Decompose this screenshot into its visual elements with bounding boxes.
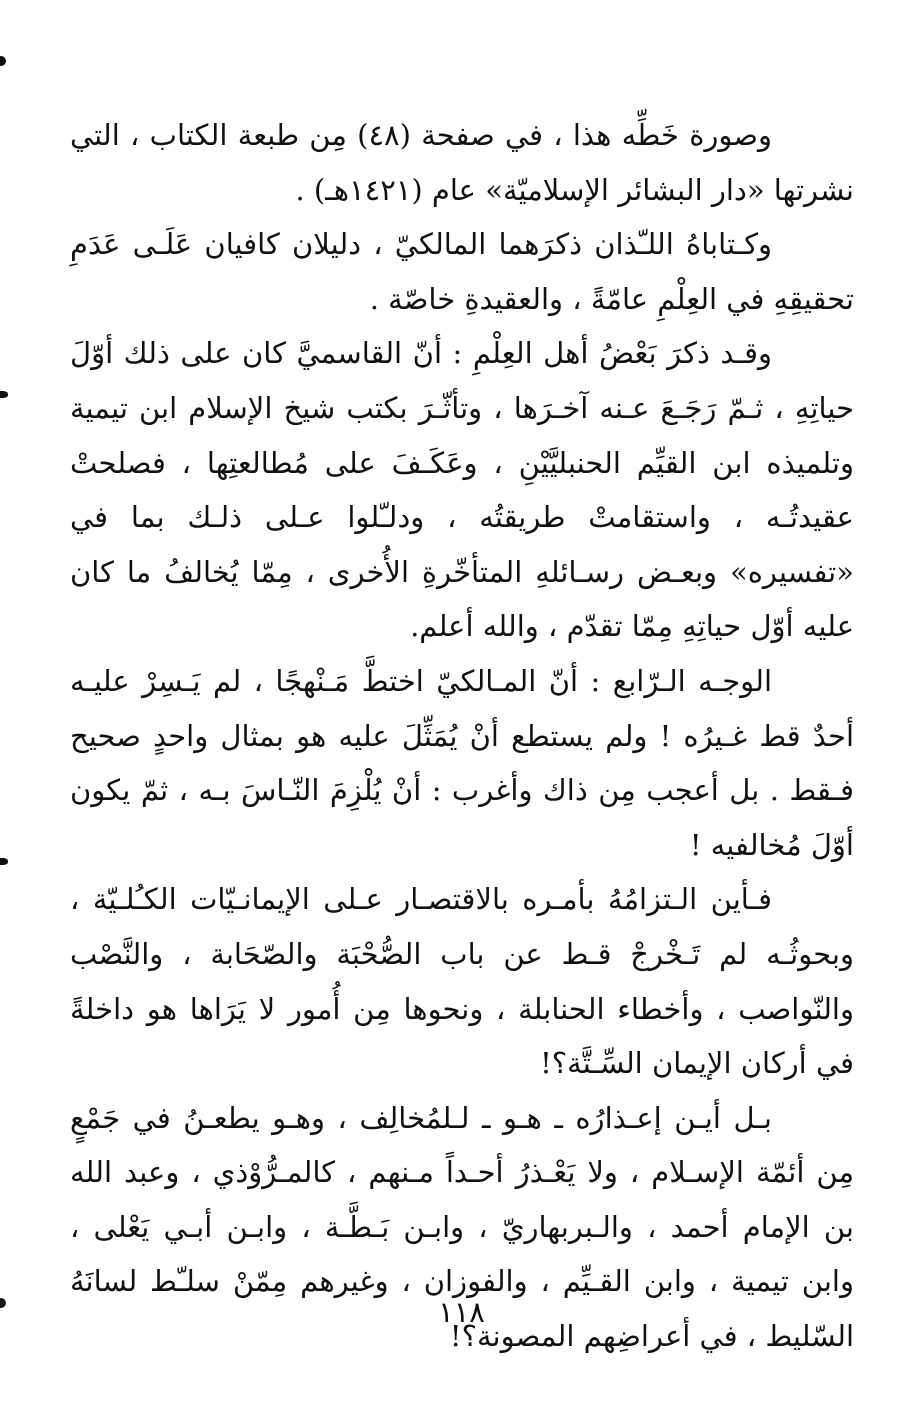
paragraph: فـأين الـتزامُهُ بأمـره بالاقتصـار عـلى الإيمانـيّات الكـُلـيّة ، وبحوثُـه لم تَـخْرجْ قـط عن باب الصُّحْبَة والصّحَابة ، والنَّصْب والنّواصب ، وأخطاء الحنابلة ، ونحوها مِن أُمور لا يَرَاها هو داخلةً في أركان الإيمان السِّـتَّة؟!: [70, 882, 854, 1081]
margin-speck: [0, 56, 6, 66]
paragraph: وصورة خَطِّه هذا ، في صفحة (٤٨) مِن طبعة الكتاب ، التي نشرتها «دار البشائر الإسلاميّة» عام (١٤٢١هـ) .: [70, 118, 854, 207]
margin-speck: [0, 858, 8, 865]
page-number: ١١٨: [438, 1295, 485, 1329]
paragraph: وقـد ذكرَ بَعْضُ أهل العِلْمِ : أنّ القاسميَّ كان على ذلك أوّلَ حياتِهِ ، ثـمّ رَجَـعَ عـنه آخـرَها ، وتأثّـرَ بكتب شيخ الإسلام ابن تيمية وتلميذه ابن القيِّم الحنبليَّيْنِ ، وعَكَـفَ على مُطالعتِها ، فصلحتْ عقيدتُـه ، واستقامتْ طريقتُه ، ودلـّلوا عـلى ذلـك بما في «تفسيره» وبعـض رسـائلهِ المتأخّرةِ الأُخرى ، مِمّا يُخالفُ ما كان عليه أوّل حياتِهِ مِمّا تقدّم ، والله أعلم.: [70, 336, 854, 644]
margin-speck: [0, 391, 8, 398]
paragraph: الوجـه الـرّابع : أنّ المـالكيّ اختطَّ مَـنْهجًا ، لم يَـسِرْ عليـه أحدٌ قط غـيرُه ! ولم يستطع أنْ يُمَثِّلَ عليه هو بمثال واحدٍ صحيح فـقط . بل أعجب مِن ذاك وأغرب : أنْ يُلْزِمَ النّـاسَ بـه ، ثمّ يكون أوّلَ مُخالفيه !: [70, 663, 854, 862]
page-body: [70, 108, 854, 1364]
paragraph: بـل أيـن إعـذارُه ـ هـو ـ لـلمُخالِف ، وهـو يطعـنُ في جَمْعٍ مِن أئمّة الإسـلام ، ولا يَعْـذرُ أحـداً مـنهم ، كالمـرُّوْذي ، وعبد الله بن الإمام أحمد ، والـبربهاريّ ، وابـن بَـطَّـة ، وابـن أبـي يَعْلى ، وابن تيمية ، وابن القـيِّم ، والفوزان ، وغيرهم مِمّنْ سلـّط لسانَهُ السّليط ، في أعراضِهم المصونة؟!: [70, 1100, 854, 1354]
paragraph: وكـتاباهُ اللـّذان ذكرَهما المالكيّ ، دليلان كافيان عَلَـى عَدَمِ تحقيقِهِ في العِلْمِ عامّةً ، والعقيدةِ خاصّة .: [70, 227, 854, 316]
